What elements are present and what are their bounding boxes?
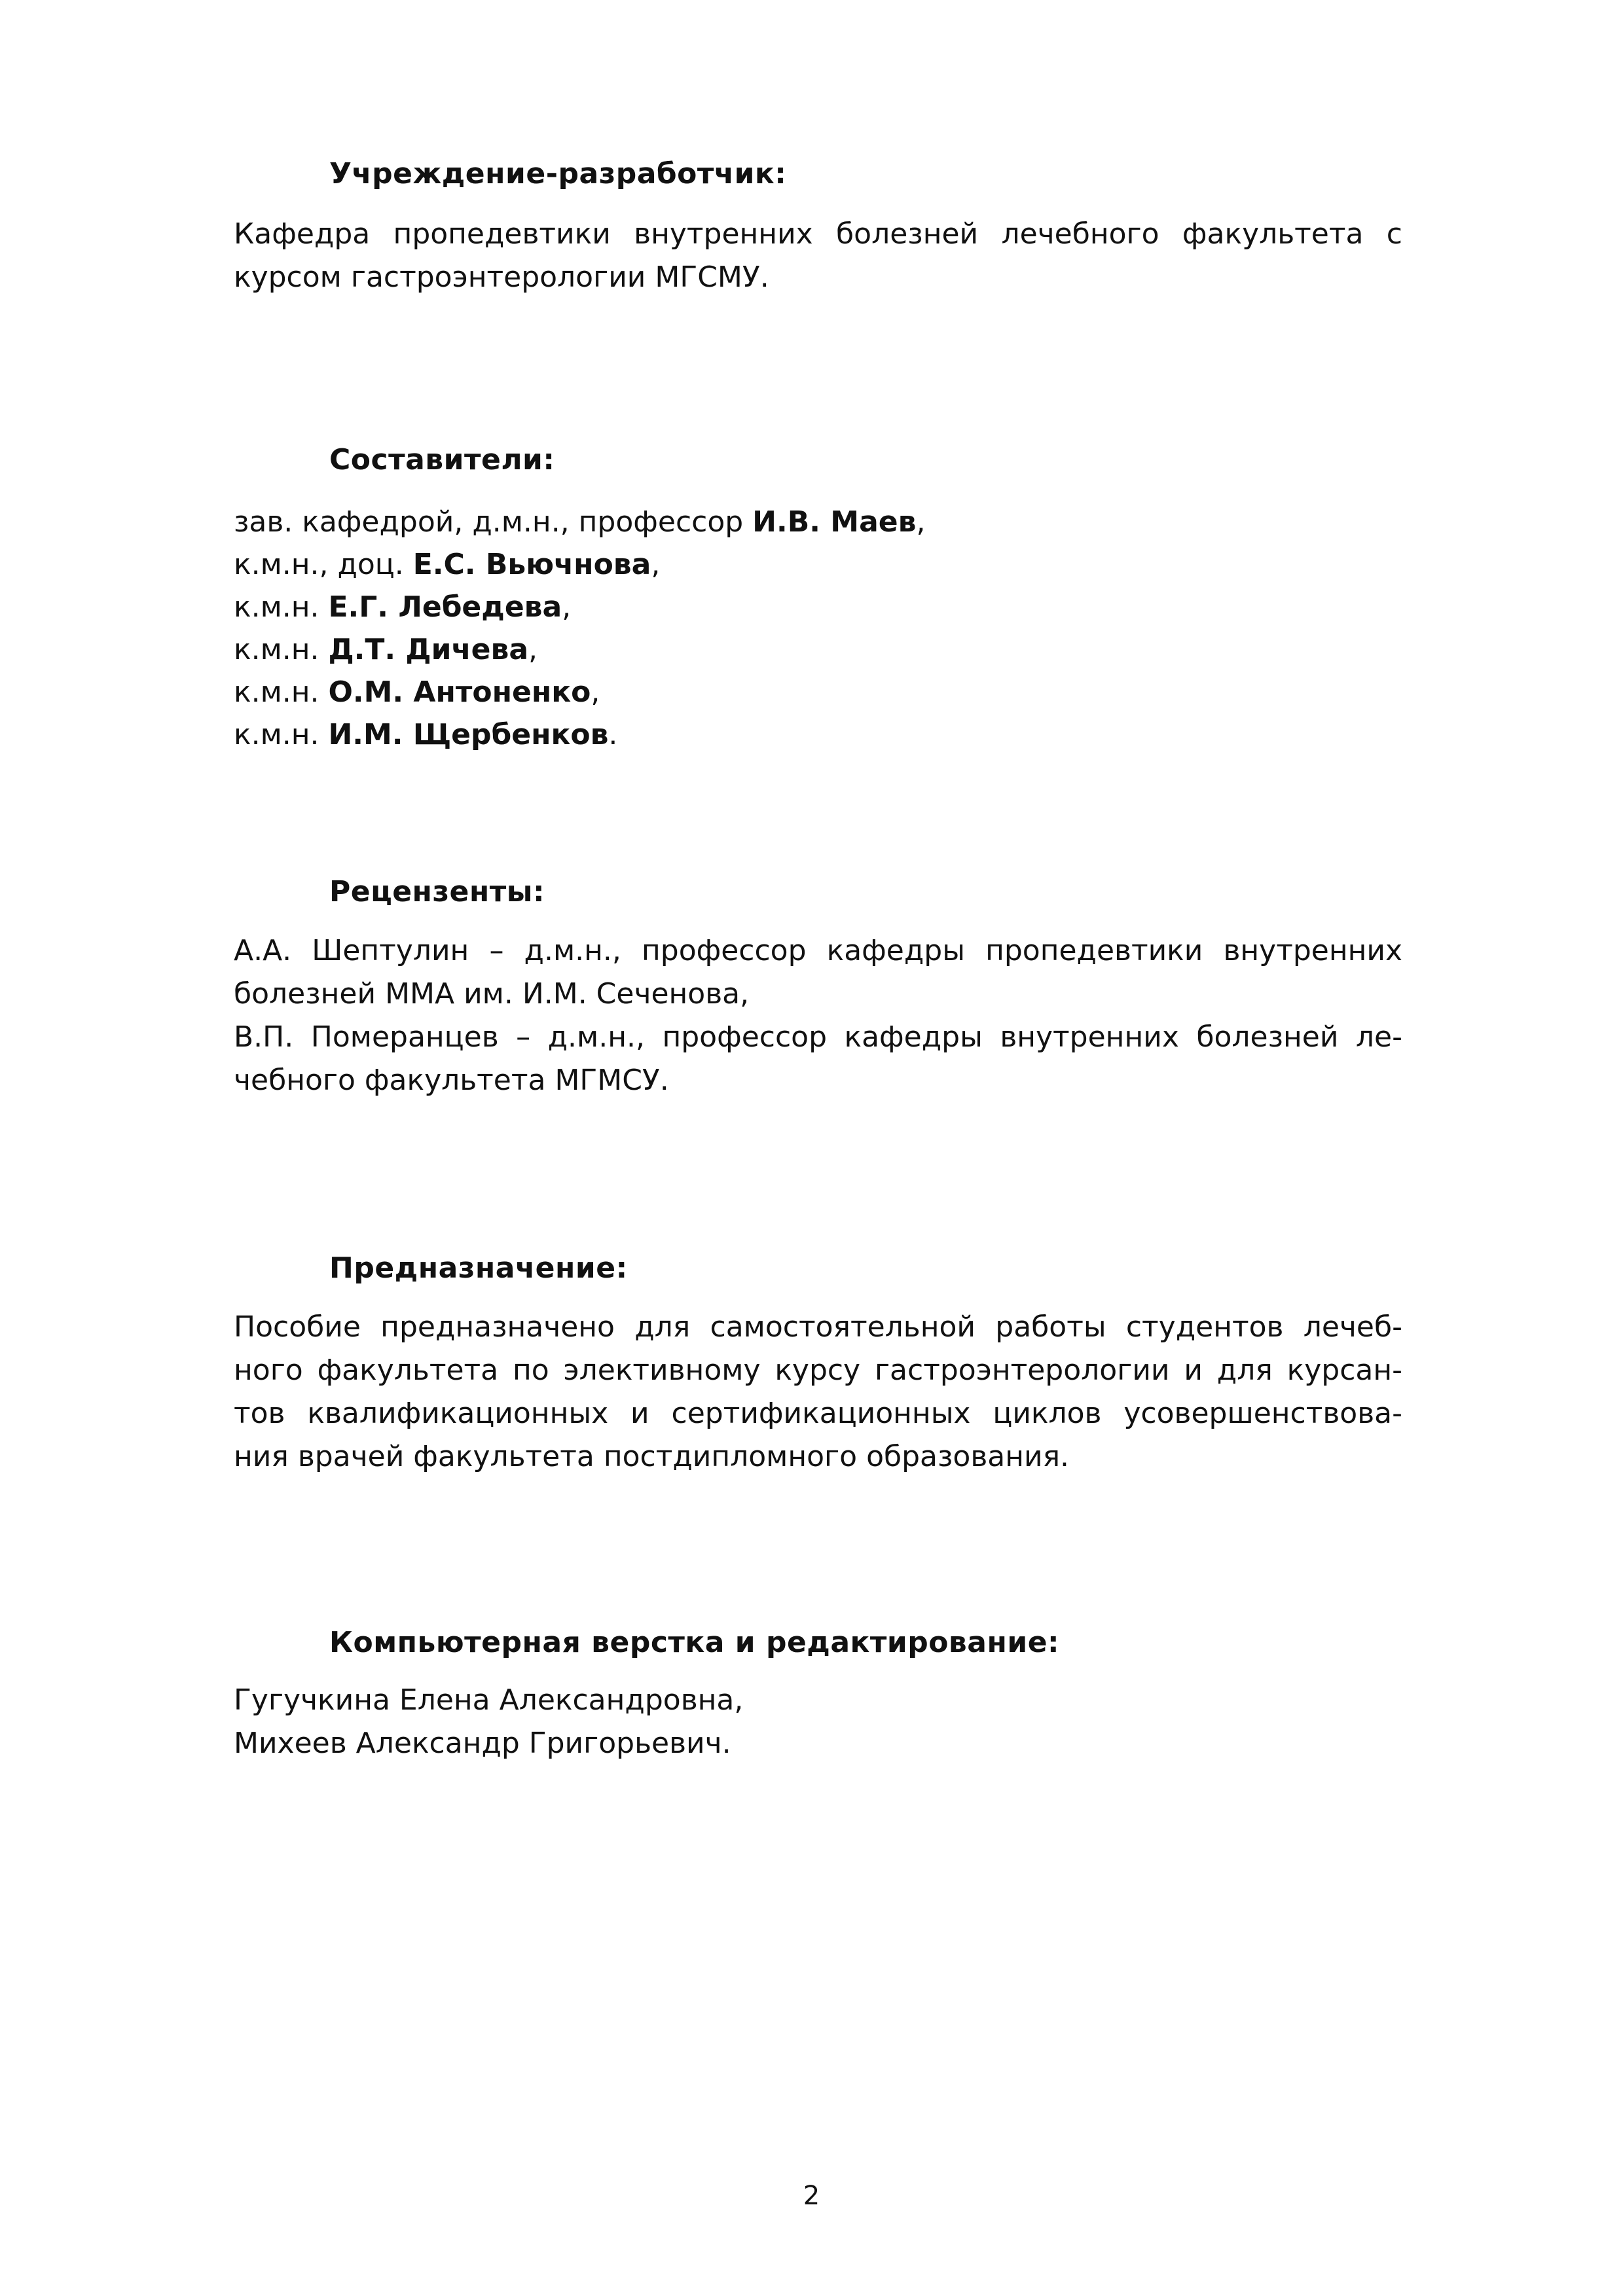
- compiler-name: И.М. Щербенков: [328, 718, 609, 751]
- purpose-text: [234, 1306, 1402, 1479]
- purpose-heading: Предназначение:: [329, 1251, 628, 1285]
- layout-editing-line: Гугучкина Елена Александровна,: [234, 1683, 744, 1717]
- purpose-line: ния врачей факультета постдипломного образования.: [234, 1440, 1070, 1473]
- purpose-line: тов квалификационных и сертификационных циклов усовершенствова-: [234, 1397, 1402, 1430]
- compiler-punct: ,: [562, 590, 572, 624]
- compiler-punct: ,: [916, 505, 926, 539]
- compiler-title: к.м.н., доц.: [234, 548, 413, 581]
- compiler-item: [234, 713, 925, 756]
- compilers-heading: Составители:: [329, 443, 555, 476]
- developer-line: Кафедра пропедевтики внутренних болезней лечебного факультета с: [234, 217, 1402, 251]
- compiler-name: Е.С. Вьючнова: [412, 548, 651, 581]
- reviewers-line: А.А. Шептулин – д.м.н., профессор кафедры пропедевтики внутренних: [234, 934, 1402, 967]
- developer-heading: Учреждение-разработчик:: [329, 157, 787, 190]
- purpose-line: ного факультета по элективному курсу гастроэнтерологии и для курсан-: [234, 1354, 1402, 1387]
- reviewers-line: чебного факультета МГМСУ.: [234, 1064, 669, 1097]
- developer-text: [234, 213, 1402, 299]
- compiler-item: [234, 501, 925, 543]
- compiler-punct: ,: [651, 548, 661, 581]
- compilers-list: [234, 501, 925, 756]
- reviewers-heading: Рецензенты:: [329, 875, 545, 908]
- compiler-punct: ,: [591, 675, 600, 709]
- compiler-name: Е.Г. Лебедева: [328, 590, 562, 624]
- compiler-item: [234, 671, 925, 713]
- compiler-name: О.М. Антоненко: [328, 675, 591, 709]
- compiler-title: к.м.н.: [234, 675, 329, 709]
- reviewers-line: болезней ММА им. И.М. Сеченова,: [234, 977, 750, 1011]
- compiler-title: к.м.н.: [234, 718, 329, 751]
- compiler-title: к.м.н.: [234, 633, 329, 666]
- compiler-punct: ,: [528, 633, 538, 666]
- page-number: 2: [803, 2181, 820, 2211]
- layout-editing-heading: Компьютерная верстка и редактирование:: [329, 1626, 1060, 1659]
- layout-editing-line: Михеев Александр Григорьевич.: [234, 1727, 731, 1760]
- layout-editing-text: [234, 1679, 1402, 1765]
- compiler-item: [234, 586, 925, 628]
- compiler-punct: .: [608, 718, 618, 751]
- purpose-line: Пособие предназначено для самостоятельной работы студентов лечеб-: [234, 1310, 1402, 1344]
- reviewers-text: [234, 929, 1402, 1102]
- compiler-item: [234, 543, 925, 586]
- reviewers-line: В.П. Померанцев – д.м.н., профессор кафедры внутренних болезней ле-: [234, 1020, 1402, 1054]
- compiler-name: Д.Т. Дичева: [328, 633, 529, 666]
- compiler-title: к.м.н.: [234, 590, 329, 624]
- developer-line: курсом гастроэнтерологии МГСМУ.: [234, 260, 769, 294]
- compiler-name: И.В. Маев: [752, 505, 917, 539]
- compiler-item: [234, 628, 925, 671]
- compiler-title: зав. кафедрой, д.м.н., профессор: [234, 505, 753, 539]
